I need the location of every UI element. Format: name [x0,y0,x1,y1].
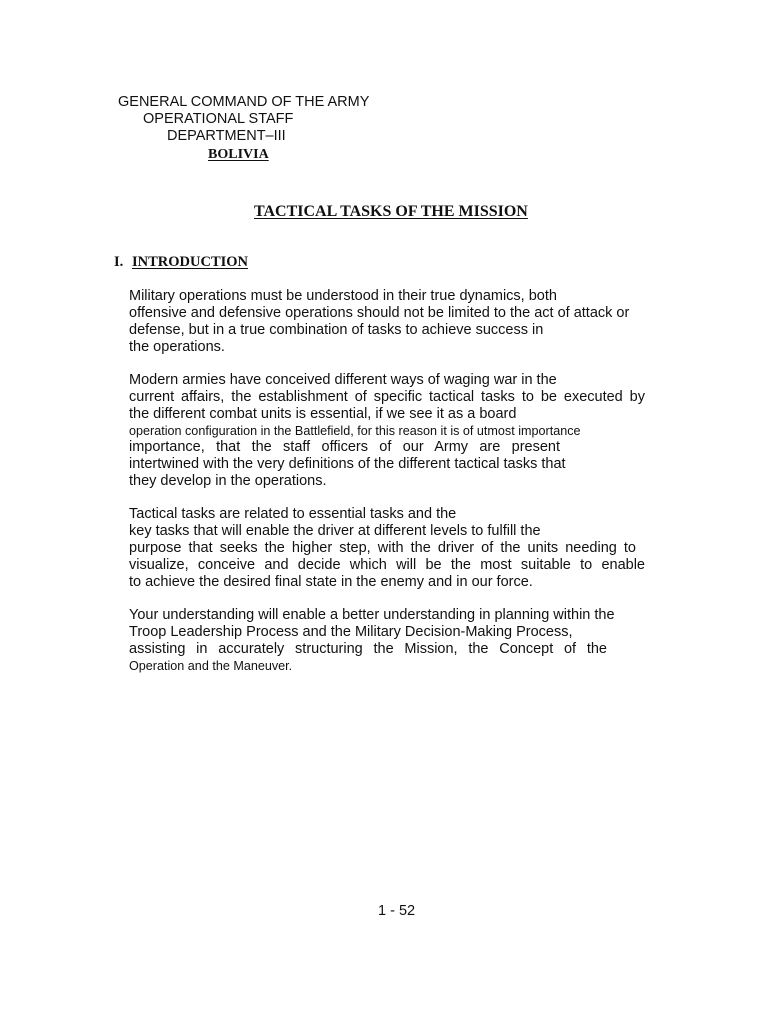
header-line-1: GENERAL COMMAND OF THE ARMY [118,94,370,110]
paragraph-1-line-1: Military operations must be understood in their true dynamics, both [129,288,557,304]
paragraph-1-line-3: defense, but in a true combination of tasks to achieve success in [129,322,544,338]
paragraph-1-line-4: the operations. [129,339,225,355]
paragraph-3-line-2: key tasks that will enable the driver at different levels to fulfill the [129,523,541,539]
paragraph-2-line-4: operation configuration in the Battlefield, for this reason it is of utmost importance [129,424,581,438]
section-title: INTRODUCTION [132,254,249,270]
header-country: BOLIVIA [208,147,269,162]
paragraph-2-line-2: current affairs, the establishment of specific tactical tasks to be executed by [129,389,645,405]
paragraph-4-line-2: Troop Leadership Process and the Military Decision-Making Process, [129,624,573,640]
page-number: 1 - 52 [378,903,416,919]
paragraph-2-line-5: importance, that the staff officers of our Army are present [129,439,560,455]
document-title: TACTICAL TASKS OF THE MISSION [254,203,528,220]
paragraph-3-line-5: to achieve the desired final state in the enemy and in our force. [129,574,533,590]
paragraph-3-line-3: purpose that seeks the higher step, with the driver of the units needing to [129,540,636,556]
paragraph-2-line-3: the different combat units is essential, if we see it as a board [129,406,517,422]
paragraph-4-line-1: Your understanding will enable a better understanding in planning within the [129,607,615,623]
section-number: I. [114,254,124,270]
paragraph-2-line-7: they develop in the operations. [129,473,327,489]
paragraph-4-line-3: assisting in accurately structuring the Mission, the Concept of the [129,641,607,657]
paragraph-3-line-4: visualize, conceive and decide which will be the most suitable to enable [129,557,645,573]
paragraph-2-line-6: intertwined with the very definitions of the different tactical tasks that [129,456,566,472]
paragraph-3-line-1: Tactical tasks are related to essential tasks and the [129,506,457,522]
header-line-2: OPERATIONAL STAFF [143,111,294,127]
paragraph-2-line-1: Modern armies have conceived different ways of waging war in the [129,372,557,388]
header-line-3: DEPARTMENT–III [167,128,286,144]
paragraph-1-line-2: offensive and defensive operations should not be limited to the act of attack or [129,305,630,321]
paragraph-4-line-4: Operation and the Maneuver. [129,659,293,673]
